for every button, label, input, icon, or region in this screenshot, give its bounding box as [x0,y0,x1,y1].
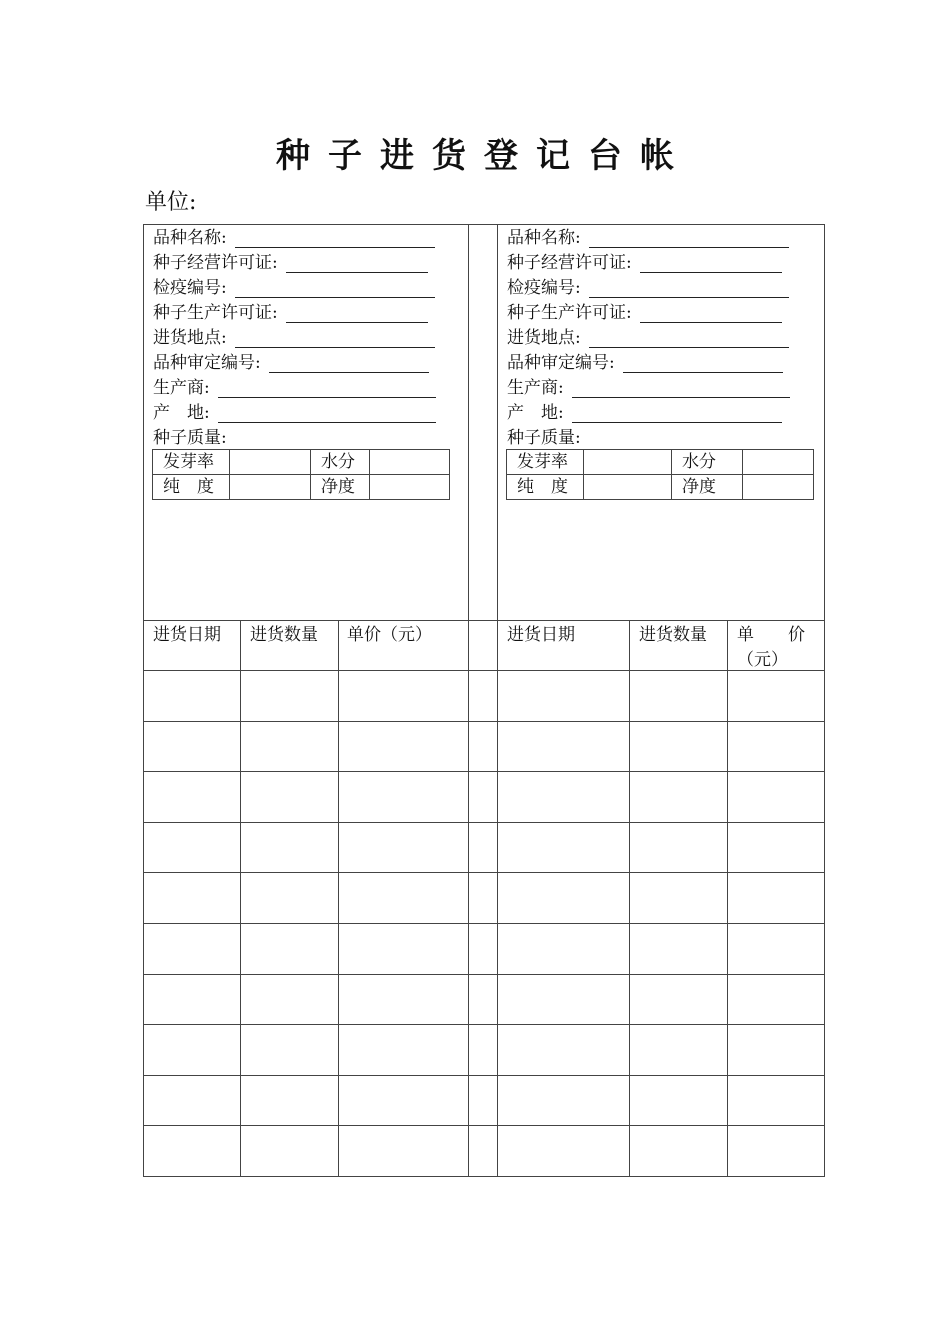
input-line[interactable] [572,380,790,398]
cleanliness-value[interactable] [743,475,814,500]
input-line[interactable] [640,255,782,273]
field-label: 种子质量: [153,428,227,448]
field-seed-quality [153,426,436,451]
moisture-label: 水分 [672,450,743,475]
header-unit-price-currency: （元） [737,650,788,670]
field-origin [507,401,790,426]
field-label: 品种审定编号: [153,353,261,373]
purity-label: 纯 度 [153,475,230,500]
input-line[interactable] [235,230,435,248]
field-label: 品种名称: [507,228,581,248]
field-approval-number [507,351,790,376]
field-purchase-location [153,326,436,351]
input-line[interactable] [572,405,782,423]
field-producer [507,376,790,401]
field-label: 产 地: [507,403,564,423]
field-label: 进货地点: [153,328,227,348]
input-line[interactable] [640,305,782,323]
row-line [143,923,825,924]
page-title: 种子进货登记台帐 [276,136,692,176]
field-label: 产 地: [153,403,210,423]
row-line [143,974,825,975]
field-label: 品种审定编号: [507,353,615,373]
purity-label: 纯 度 [507,475,584,500]
field-label: 种子质量: [507,428,581,448]
germination-label: 发芽率 [153,450,230,475]
header-purchase-date: 进货日期 [153,625,221,645]
field-quarantine-number [153,276,436,301]
col-divider-r2 [727,620,728,1177]
field-approval-number [153,351,436,376]
field-production-license [507,301,790,326]
field-label: 生产商: [153,378,210,398]
field-label: 检疫编号: [507,278,581,298]
col-divider-r1 [629,620,630,1177]
field-label: 种子生产许可证: [507,303,632,323]
germination-value[interactable] [584,450,672,475]
row-line [143,822,825,823]
field-purchase-location [507,326,790,351]
row-line [143,771,825,772]
row-line [143,872,825,873]
input-line[interactable] [235,330,435,348]
row-line [143,721,825,722]
input-line[interactable] [623,355,783,373]
col-divider-l2 [338,620,339,1177]
input-line[interactable] [589,280,789,298]
field-label: 种子经营许可证: [153,253,278,273]
field-production-license [153,301,436,326]
col-divider-l1 [240,620,241,1177]
left-panel-divider [468,224,469,1177]
field-producer [153,376,436,401]
table-row [153,475,450,500]
table-row [153,450,450,475]
cleanliness-label: 净度 [311,475,370,500]
input-line[interactable] [589,330,789,348]
right-quality-table [506,449,814,500]
header-purchase-date: 进货日期 [507,625,575,645]
header-unit-price: 单 价 [737,625,805,645]
table-row [507,450,814,475]
purity-value[interactable] [230,475,311,500]
input-line[interactable] [286,255,428,273]
purity-value[interactable] [584,475,672,500]
cleanliness-value[interactable] [370,475,450,500]
header-purchase-qty: 进货数量 [639,625,707,645]
field-label: 品种名称: [153,228,227,248]
row-line [143,1125,825,1126]
field-label: 检疫编号: [153,278,227,298]
input-line[interactable] [269,355,429,373]
right-info-panel [507,226,790,451]
field-quarantine-number [507,276,790,301]
row-line [143,1024,825,1025]
unit-label: 单位: [145,190,197,215]
field-label: 进货地点: [507,328,581,348]
field-business-license [153,251,436,276]
header-purchase-qty: 进货数量 [250,625,318,645]
field-label: 生产商: [507,378,564,398]
germination-value[interactable] [230,450,311,475]
input-line[interactable] [589,230,789,248]
header-top-line [143,620,825,621]
moisture-value[interactable] [743,450,814,475]
field-business-license [507,251,790,276]
left-quality-table [152,449,450,500]
row-line [143,1075,825,1076]
input-line[interactable] [218,405,436,423]
input-line[interactable] [218,380,436,398]
field-seed-quality [507,426,790,451]
header-unit-price: 单价（元） [347,625,432,645]
moisture-label: 水分 [311,450,370,475]
input-line[interactable] [286,305,428,323]
field-origin [153,401,436,426]
moisture-value[interactable] [370,450,450,475]
field-variety-name [153,226,436,251]
field-variety-name [507,226,790,251]
field-label: 种子经营许可证: [507,253,632,273]
cleanliness-label: 净度 [672,475,743,500]
table-row [507,475,814,500]
row-line [143,670,825,671]
germination-label: 发芽率 [507,450,584,475]
input-line[interactable] [235,280,435,298]
right-panel-divider [497,224,498,1177]
left-info-panel [153,226,436,451]
field-label: 种子生产许可证: [153,303,278,323]
